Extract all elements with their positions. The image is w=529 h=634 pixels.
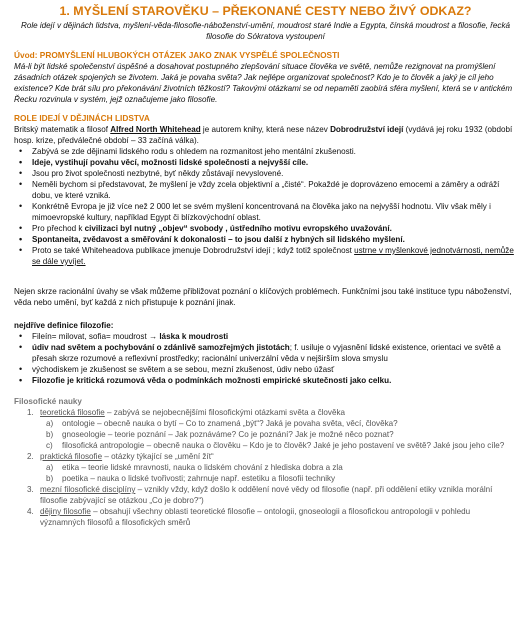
item-letter: a)	[46, 419, 54, 428]
item-text: etika – teorie lidské mravnosti, nauka o lidském chování z hlediska dobra a zla	[62, 463, 343, 472]
list-item	[27, 506, 517, 528]
list-item	[27, 407, 517, 451]
list-item	[32, 223, 517, 234]
discipline-name: mezní filosofické disciplíny	[40, 485, 136, 494]
author-name: Alfred North Whitehead	[110, 125, 201, 134]
spacer	[14, 386, 517, 396]
definition-bullet-list	[14, 331, 517, 386]
list-item: • Jsou pro život společnosti nezbytné, byť někdy zůstávají nevyslovené.	[32, 168, 517, 179]
list-item: • Konkrétně Evropa je již více než 2 000 let se svém myšlení koncentrovaná na člověka jako na nejvyšší hodnotu. Vliv však měly i mimoevropské kultury, například Egypt či blízkovýchodní oblast.	[32, 201, 517, 223]
item-text: Fileín= milovat, sofia= moudrost →	[32, 332, 160, 341]
item-text: – obsahují všechny oblasti teoretické filosofie – ontologii, gnoseologii a filosofickou antropologii v pohledu významných filosofů a filosofických směrů	[40, 507, 471, 527]
list-item: • východiskem je zkušenost se světem a se sebou, mezní zkušenost, údiv nebo úžasť	[32, 364, 517, 375]
discipline-name: dějiny filosofie	[40, 507, 91, 516]
list-item: • Ideje, vystihují povahu věcí, možnosti lidské společnosti a nejvyšší cíle.	[32, 157, 517, 168]
list-item	[27, 484, 517, 506]
sub-list	[40, 418, 517, 451]
item-text: filosofická antropologie – obecně nauka o člověku – Kdo je to člověk? Jaké je jeho postavení ve světě? Jaké jsou jeho cíle?	[62, 441, 505, 450]
item-text: ; f. usiluje o vyjasnění lidské existence, orientaci ve světě a přesah skrze rozumové a reflexivní prostředky; racionální univerzální věda v nejširším slova smyslu	[32, 343, 501, 363]
list-item: • Spontaneita, zvědavost a směřování k dokonalosti – to jsou další z hybných sil lidského myšlení.	[32, 234, 517, 245]
disciplines-list	[14, 407, 517, 528]
item-text: Proto se také Whiteheadova publikace jmenuje Dobrodružství idejí ; když totiž společnost	[32, 246, 355, 255]
disciplines-heading: Filosofické nauky	[14, 397, 82, 406]
item-text-bold: údiv nad světem a pochybování o zdánlivě samozřejmých jistotách	[32, 343, 290, 352]
item-number: 2.	[27, 452, 34, 461]
spacer	[14, 308, 517, 320]
section-heading-role-ideas: ROLE IDEJÍ V DĚJINÁCH LIDSTVA	[14, 113, 150, 123]
item-number: 1.	[27, 408, 34, 417]
rational-paragraph: Nejen skrze racionální úvahy se však můžeme přibližovat poznání o klíčových problémech. Funkčními jsou také instituce typu náboženství, věda nebo umění, byť každá z nich přistupuje k poznání jinak.	[14, 287, 512, 307]
page-title: 1. MYŠLENÍ STAROVĚKU – PŘEKONANÉ CESTY NEBO ŽIVÝ ODKAZ?	[59, 4, 472, 18]
item-letter: b)	[46, 474, 54, 483]
item-text-underlined: ustrne v myšlenkové jednotvárnosti, nemůže se dále vyvíjet.	[32, 246, 514, 266]
discipline-name: teoretická filosofie	[40, 408, 105, 417]
list-item: • Filozofie je kritická rozumová věda o podmínkách možnosti empirické skutečnosti jako celku.	[32, 375, 517, 386]
section-intro-text: Má-li být lidské společenství úspěšné a dosahovat postupného zlepšování situace člověka ve světě, nemůže rezignovat na promýšlení zásadních otázek spojených se životem. Jaká je povaha světa? Jak nejlépe organizovat společnost? Kdo je to člověk a jaký je cíl jeho existence? Kde brát sílu pro překonávání životních těžkostí? Takovými otázkami se od nepaměti zaobírá sféra myšlení, která se v antickém Řecku rozvinula v systém, jejž označujeme jako filosofie.	[14, 62, 513, 104]
item-text: – otázky týkající se „umění žít“	[102, 452, 214, 461]
para-text: Britský matematik a filosof	[14, 125, 111, 134]
sub-list	[40, 462, 517, 484]
ideas-bullet-list	[14, 146, 517, 267]
item-text: – zabývá se nejobecnějšími filosofickými otázkami světa a člověka	[104, 408, 346, 417]
whitehead-paragraph	[14, 124, 517, 146]
list-item: • Zabývá se zde dějinami lidského rodu s ohledem na rozmanitost jeho mentální zkušenosti.	[32, 146, 517, 157]
sub-list-item	[46, 418, 517, 429]
sub-list-item	[46, 473, 517, 484]
book-title: Dobrodružství idejí	[330, 125, 404, 134]
para-text: (vydává jej roku 1932 (období hosp. krize, předválečné období – 33 začíná válka).	[14, 125, 513, 145]
item-number: 3.	[27, 485, 34, 494]
item-text: gnoseologie – teorie poznání – Jak poznáváme? Co je poznání? Jak je možné něco poznat?	[62, 430, 394, 439]
item-text-bold: civilizaci byl nutný „objev“ svobody , ústředního motivu evropského uvažování.	[84, 224, 392, 233]
discipline-name: praktická filosofie	[40, 452, 103, 461]
item-text: poetika – nauka o lidské tvořivosti; zahrnuje např. estetiku a filosofii techniky	[62, 474, 336, 483]
item-text-bold: láska k moudrosti	[159, 332, 229, 341]
definition-heading: nejdříve definice filozofie:	[14, 321, 114, 330]
item-text: Pro přechod k	[32, 224, 85, 233]
section-heading-intro: Úvod: PROMYŠLENÍ HLUBOKÝCH OTÁZEK JAKO ZNAK VYSPĚLÉ SPOLEČNOSTI	[14, 50, 340, 60]
list-item	[32, 342, 517, 364]
item-number: 4.	[27, 507, 34, 516]
intro-subtitle: Role idejí v dějinách lidstva, myšlení-věda-filosofie-náboženství-umění, moudrost staré Indie a Egypta, čínská moudrost a filosofie, řecká filosofie do Sókratova vystoupení	[20, 21, 510, 41]
item-text: ontologie – obecně nauka o bytí – Co to znamená „být“? Jaká je povaha světa, věcí, člověka?	[62, 419, 398, 428]
sub-list-item	[46, 429, 517, 440]
spacer	[14, 267, 517, 286]
para-text: je autorem knihy, která nese název	[200, 125, 331, 134]
sub-list-item	[46, 440, 517, 451]
item-letter: b)	[46, 430, 54, 439]
sub-list-item	[46, 462, 517, 473]
list-item	[32, 331, 517, 342]
list-item	[32, 245, 517, 267]
list-item	[27, 451, 517, 484]
item-letter: c)	[46, 441, 53, 450]
item-text: – vznikly vždy, když došlo k oddělení nové vědy od filosofie (např. při oddělení etiky vznikla morální filosofie zabývající se otázkou „Co je dobro?“)	[40, 485, 493, 505]
item-letter: a)	[46, 463, 54, 472]
list-item: • Neměli bychom si představovat, že myšlení je vždy zcela objektivní a „čisté“. Pokaždé je doprovázeno emocemi a záměry a odráží dobu, ve které vzniká.	[32, 179, 517, 201]
